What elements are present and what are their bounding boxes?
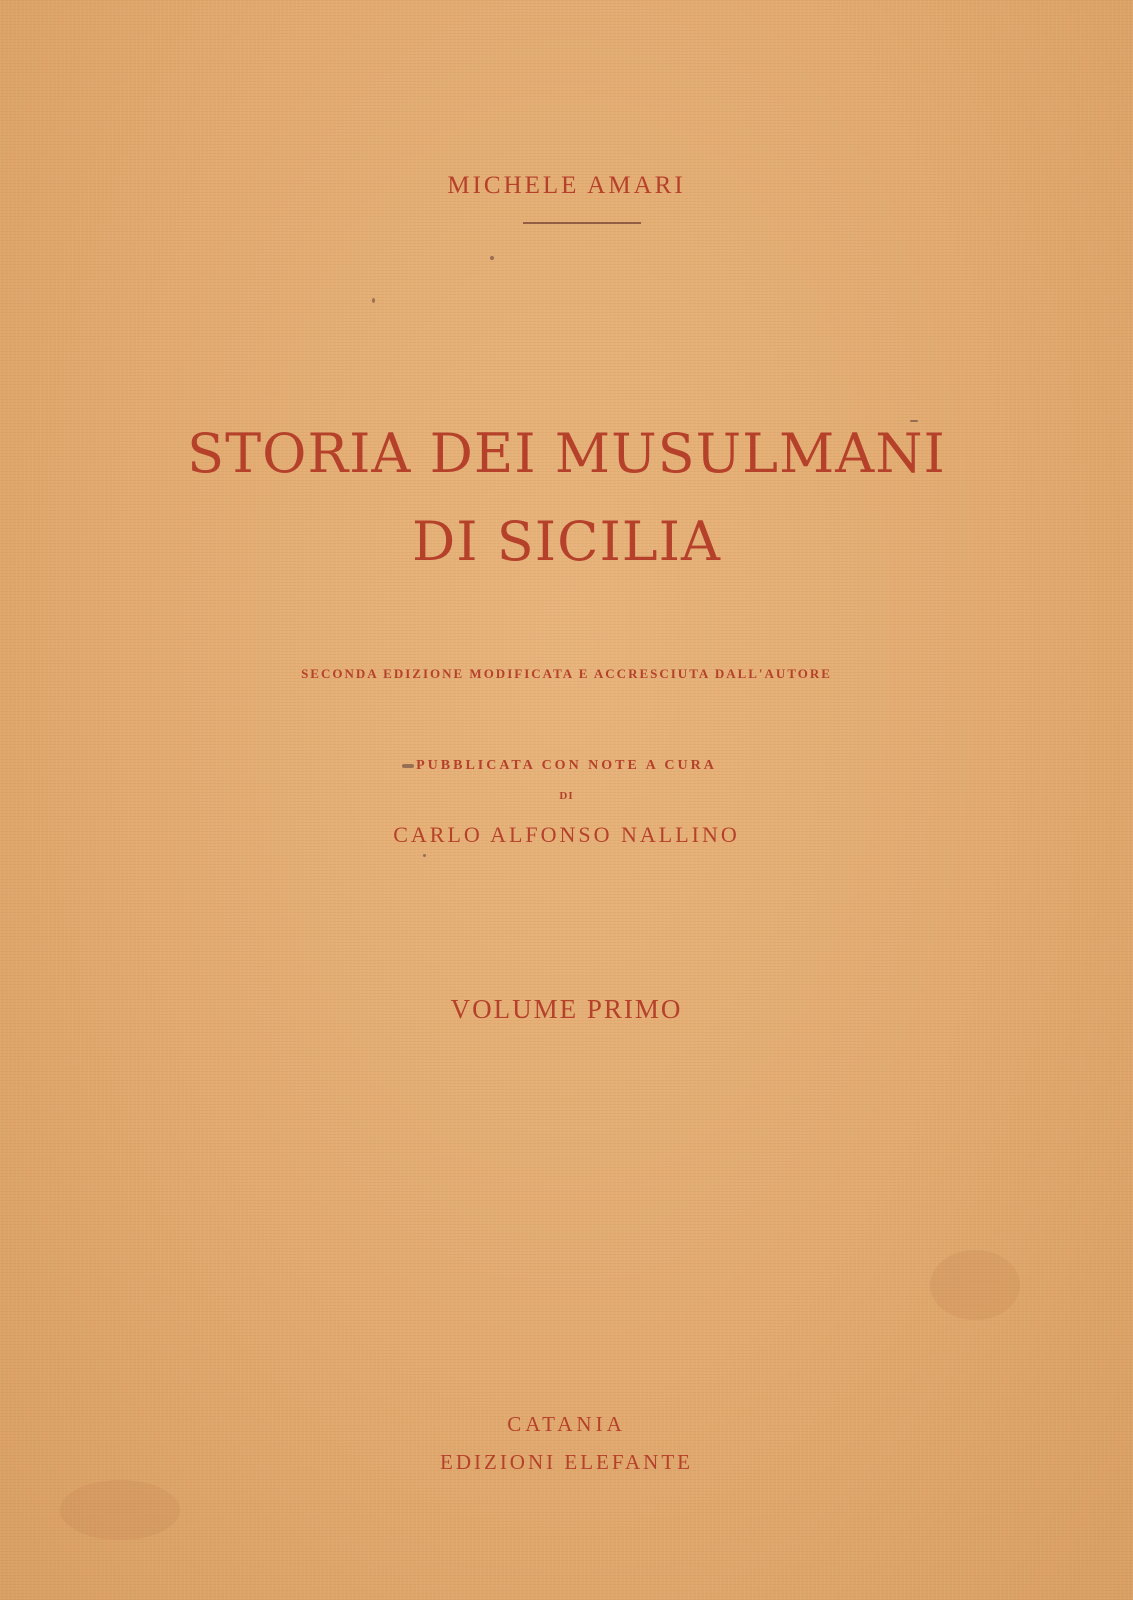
publisher-name: EDIZIONI ELEFANTE bbox=[440, 1450, 693, 1474]
paper-speck bbox=[423, 854, 426, 857]
editor-name: CARLO ALFONSO NALLINO bbox=[393, 822, 740, 847]
publisher-city: CATANIA bbox=[507, 1412, 626, 1436]
author-name: MICHELE AMARI bbox=[447, 172, 686, 199]
paper-stain bbox=[60, 1480, 180, 1540]
volume-label: VOLUME PRIMO bbox=[450, 994, 683, 1024]
edition-note: SECONDA EDIZIONE MODIFICATA E ACCRESCIUTA DALL'AUTORE bbox=[301, 666, 832, 681]
editor-prefix: DI bbox=[559, 790, 574, 802]
published-note: PUBBLICATA CON NOTE A CURA bbox=[416, 758, 717, 773]
paper-speck bbox=[372, 298, 375, 303]
book-title-line-2: DI SICILIA bbox=[412, 510, 721, 573]
title-rule bbox=[523, 222, 641, 224]
book-title-line-1: STORIA DEI MUSULMANI bbox=[187, 422, 946, 485]
paper-stain bbox=[930, 1250, 1020, 1320]
paper-speck bbox=[490, 256, 494, 260]
